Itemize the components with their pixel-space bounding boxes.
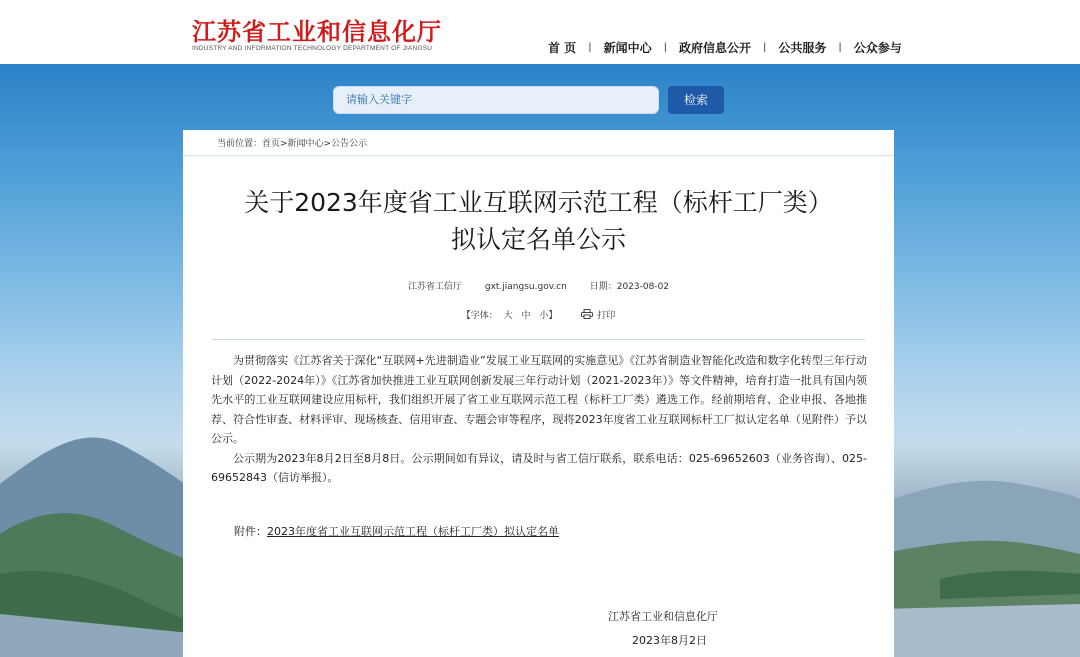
print-button[interactable] bbox=[581, 311, 615, 321]
site-logo-en: INDUSTRY AND INFORMATION TECHNOLOGY DEPARTMENT OF JIANGSU bbox=[192, 45, 433, 52]
article-title-line2: 拟认定名单公示 bbox=[450, 225, 626, 254]
article-source: 江苏省工信厅 bbox=[407, 282, 462, 292]
article-card bbox=[183, 130, 894, 657]
article-date: 日期：2023-08-02 bbox=[589, 282, 670, 292]
font-size-large[interactable]: 大 bbox=[503, 311, 513, 321]
scenery-right-image bbox=[880, 364, 1080, 657]
font-size-small[interactable]: 小】 bbox=[539, 311, 558, 321]
attachment-link[interactable]: 2023年度省工业互联网示范工程（标杆工厂类）拟认定名单 bbox=[267, 525, 559, 538]
nav-separator: | bbox=[838, 42, 842, 53]
article-paragraph-2: 公示期为2023年8月2日至8月8日。公示期间如有异议，请及时与省工信厅联系，联系电话：025-69652603（业务咨询）、025-69652843（信访举报）。 bbox=[211, 451, 867, 484]
breadcrumb-divider bbox=[183, 155, 894, 156]
font-size-label: 【字体： bbox=[461, 311, 498, 321]
article-site: gxt.jiangsu.gov.cn bbox=[484, 282, 567, 292]
scenery-left-image bbox=[0, 364, 200, 657]
font-size-tools bbox=[183, 308, 894, 321]
site-logo-cn[interactable]: 江苏省工业和信息化厅 bbox=[192, 18, 442, 46]
breadcrumb: 当前位置：首页>新闻中心>公告公示 bbox=[217, 139, 368, 149]
nav-news-center[interactable]: 新闻中心 bbox=[603, 41, 652, 55]
nav-public-service[interactable]: 公共服务 bbox=[778, 41, 827, 55]
nav-separator: | bbox=[588, 42, 592, 53]
attachment-label: 附件： bbox=[234, 525, 267, 538]
signature-date: 2023年8月2日 bbox=[632, 634, 707, 647]
nav-gov-info[interactable]: 政府信息公开 bbox=[678, 41, 751, 55]
nav-separator: | bbox=[663, 42, 667, 53]
font-size-medium[interactable]: 中 bbox=[521, 311, 531, 321]
printer-icon bbox=[581, 309, 593, 319]
site-header bbox=[0, 0, 1080, 64]
attachment bbox=[234, 523, 559, 539]
article-title bbox=[183, 184, 894, 258]
article-title-line1: 关于2023年度省工业互联网示范工程（标杆工厂类） bbox=[244, 188, 833, 217]
content-divider bbox=[212, 339, 865, 340]
article-body bbox=[211, 351, 867, 488]
search-button[interactable]: 检索 bbox=[668, 86, 724, 114]
main-nav bbox=[548, 39, 902, 56]
nav-public-participation[interactable]: 公众参与 bbox=[853, 41, 902, 55]
nav-home[interactable]: 首 页 bbox=[548, 41, 577, 55]
article-meta bbox=[183, 279, 894, 292]
signature-org: 江苏省工业和信息化厅 bbox=[608, 610, 718, 623]
article-paragraph-1: 为贯彻落实《江苏省关于深化“互联网+先进制造业”发展工业互联网的实施意见》《江苏省制造业智能化改造和数字化转型三年行动计划（2022-2024年）》《江苏省加快推进工业互联网创新发展三年行动计划（2021-2023年）》等文件精神，培育打造一批具有国内领先水平的工业互联网建设应用标杆，我们组织开展了省工业互联网示范工程（标杆工厂类）遴选工作。经前期培育、企业申报、各地推荐、符合性审查、材料评审、现场核查、信用审查、专题会审等程序，现将2023年度省工业互联网标杆工厂拟认定名单（见附件）予以公示。 bbox=[211, 354, 867, 445]
print-label: 打印 bbox=[597, 311, 616, 321]
search-input[interactable]: 请输入关键字 bbox=[333, 86, 659, 114]
nav-separator: | bbox=[762, 42, 767, 53]
